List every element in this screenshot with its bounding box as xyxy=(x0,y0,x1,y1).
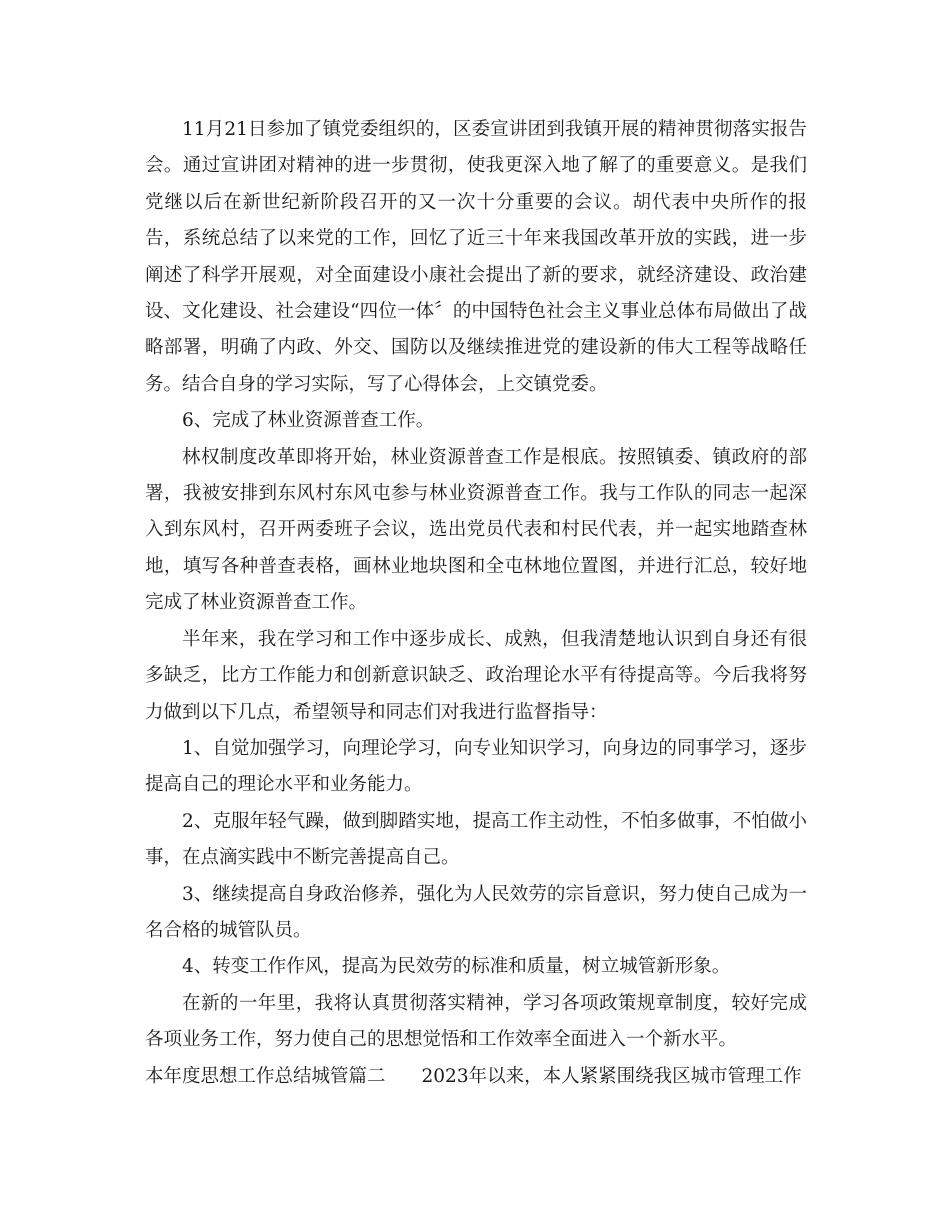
paragraph-6: 2、克服年轻气躁，做到脚踏实地，提高工作主动性，不怕多做事，不怕做小事，在点滴实践中不断完善提高自己。 xyxy=(145,810,807,869)
paragraph-1: 11月21日参加了镇党委组织的，区委宣讲团到我镇开展的精神贯彻落实报告会。通过宣讲团对精神的进一步贯彻，使我更深入地了解了的重要意义。是我们党继以后在新世纪新阶段召开的又一次十分重要的会议。胡代表中央所作的报告，系统总结了以来党的工作，回忆了近三十年来我国改革开放的实践，进一步阐述了科学开展观，对全面建设小康社会提出了新的要求，就经济建设、政治建设、文化建设、社会建设“四位一体〞的中国特色社会主义事业总体布局做出了战略部署，明确了内政、外交、国防以及继续推进党的建设新的伟大工程等战略任务。结合自身的学习实际，写了心得体会，上交镇党委。 xyxy=(145,119,807,395)
paragraph-9: 在新的一年里，我将认真贯彻落实精神，学习各项政策规章制度，较好完成各项业务工作，努力使自己的思想觉悟和工作效率全面进入一个新水平。 xyxy=(145,992,807,1051)
paragraph-4: 半年来，我在学习和工作中逐步成长、成熟，但我清楚地认识到自身还有很多缺乏，比方工作能力和创新意识缺乏、政治理论水平有待提高等。今后我将努力做到以下几点，希望领导和同志们对我进行监督指导： xyxy=(145,628,807,723)
paragraph-7: 3、继续提高自身政治修养，强化为人民效劳的宗旨意识，努力使自己成为一名合格的城管队员。 xyxy=(145,883,807,941)
section-intro: 2023年以来，本人紧紧围绕我区城市管理工作 xyxy=(421,1065,802,1087)
paragraph-5: 1、自觉加强学习，向理论学习，向专业知识学习，向身边的同事学习，逐步提高自己的理论水平和业务能力。 xyxy=(145,737,807,796)
document-body xyxy=(145,112,807,1095)
paragraph-3: 林权制度改革即将开始，林业资源普查工作是根底。按照镇委、镇政府的部署，我被安排到东风村东风屯参与林业资源普查工作。我与工作队的同志一起深入到东风村，召开两委班子会议，选出党员代表和村民代表，并一起实地踏查林地，填写各种普查表格，画林业地块图和全屯林地位置图，并进行汇总，较好地完成了林业资源普查工作。 xyxy=(145,446,807,614)
section-title: 本年度思想工作总结城管篇二 xyxy=(145,1065,386,1087)
paragraph-8: 4、转变工作作风，提高为民效劳的标准和质量，树立城管新形象。 xyxy=(182,956,731,978)
section-heading-line xyxy=(145,1059,807,1095)
paragraph-2: 6、完成了林业资源普查工作。 xyxy=(182,410,435,432)
